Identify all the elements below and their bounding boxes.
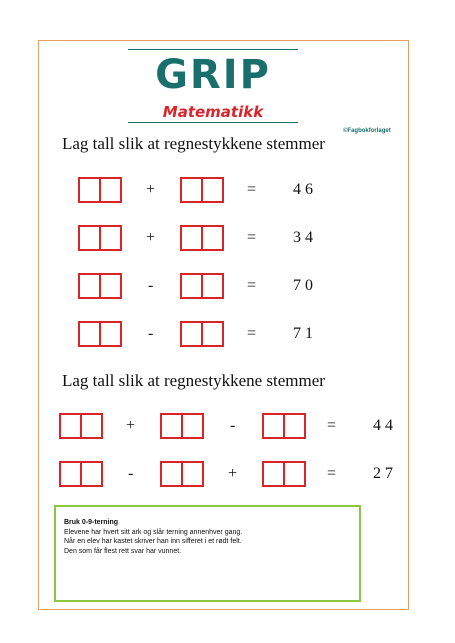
operator-sign: +: [146, 229, 156, 246]
equals-sign: =: [327, 465, 337, 482]
section1-heading: Lag tall slik at regnestykkene stemmer: [62, 134, 325, 153]
instructions-box: [54, 505, 361, 602]
result-value: 2 7: [373, 465, 393, 482]
instructions-line: Når en elev har kastet skriver han inn sifferet i et rødt felt.: [64, 538, 242, 545]
operator-sign: -: [148, 325, 154, 342]
answer-box[interactable]: [78, 177, 122, 203]
section2-heading: Lag tall slik at regnestykkene stemmer: [62, 371, 325, 390]
operator-sign: +: [228, 465, 238, 482]
result-value: 4 6: [293, 181, 313, 198]
answer-box[interactable]: [59, 413, 103, 439]
result-value: 7 0: [293, 277, 313, 294]
instructions-title: Bruk 0-9-terning: [64, 519, 119, 526]
equals-sign: =: [247, 181, 257, 198]
instructions-line: Elevene har hvert sitt ark og slår terning annenhver gang.: [64, 528, 243, 536]
operator-sign: -: [148, 277, 154, 294]
equals-sign: =: [247, 277, 257, 294]
answer-box[interactable]: [180, 225, 224, 251]
operator-sign: -: [230, 417, 236, 434]
logo-top-rule: [128, 49, 298, 50]
operator-sign: +: [146, 181, 156, 198]
answer-box[interactable]: [160, 461, 204, 487]
equals-sign: =: [327, 417, 337, 434]
operator-sign: -: [128, 465, 134, 482]
answer-box[interactable]: [160, 413, 204, 439]
answer-box[interactable]: [180, 177, 224, 203]
equals-sign: =: [247, 325, 257, 342]
result-value: 4 4: [373, 417, 393, 434]
answer-box[interactable]: [180, 321, 224, 347]
answer-box[interactable]: [262, 461, 306, 487]
answer-box[interactable]: [180, 273, 224, 299]
logo-subtitle: Matematikk: [162, 103, 264, 121]
answer-box[interactable]: [59, 461, 103, 487]
operator-sign: +: [126, 417, 136, 434]
instructions-line: Den som får flest rett svar har vunnet.: [64, 547, 182, 555]
logo-bottom-rule: [128, 122, 298, 123]
result-value: 7 1: [293, 325, 313, 342]
publisher-credit: ©Fagbokforlaget: [343, 128, 391, 134]
logo-title: GRIP: [155, 52, 271, 98]
equals-sign: =: [247, 229, 257, 246]
answer-box[interactable]: [78, 225, 122, 251]
answer-box[interactable]: [78, 273, 122, 299]
answer-box[interactable]: [262, 413, 306, 439]
answer-box[interactable]: [78, 321, 122, 347]
result-value: 3 4: [293, 229, 313, 246]
